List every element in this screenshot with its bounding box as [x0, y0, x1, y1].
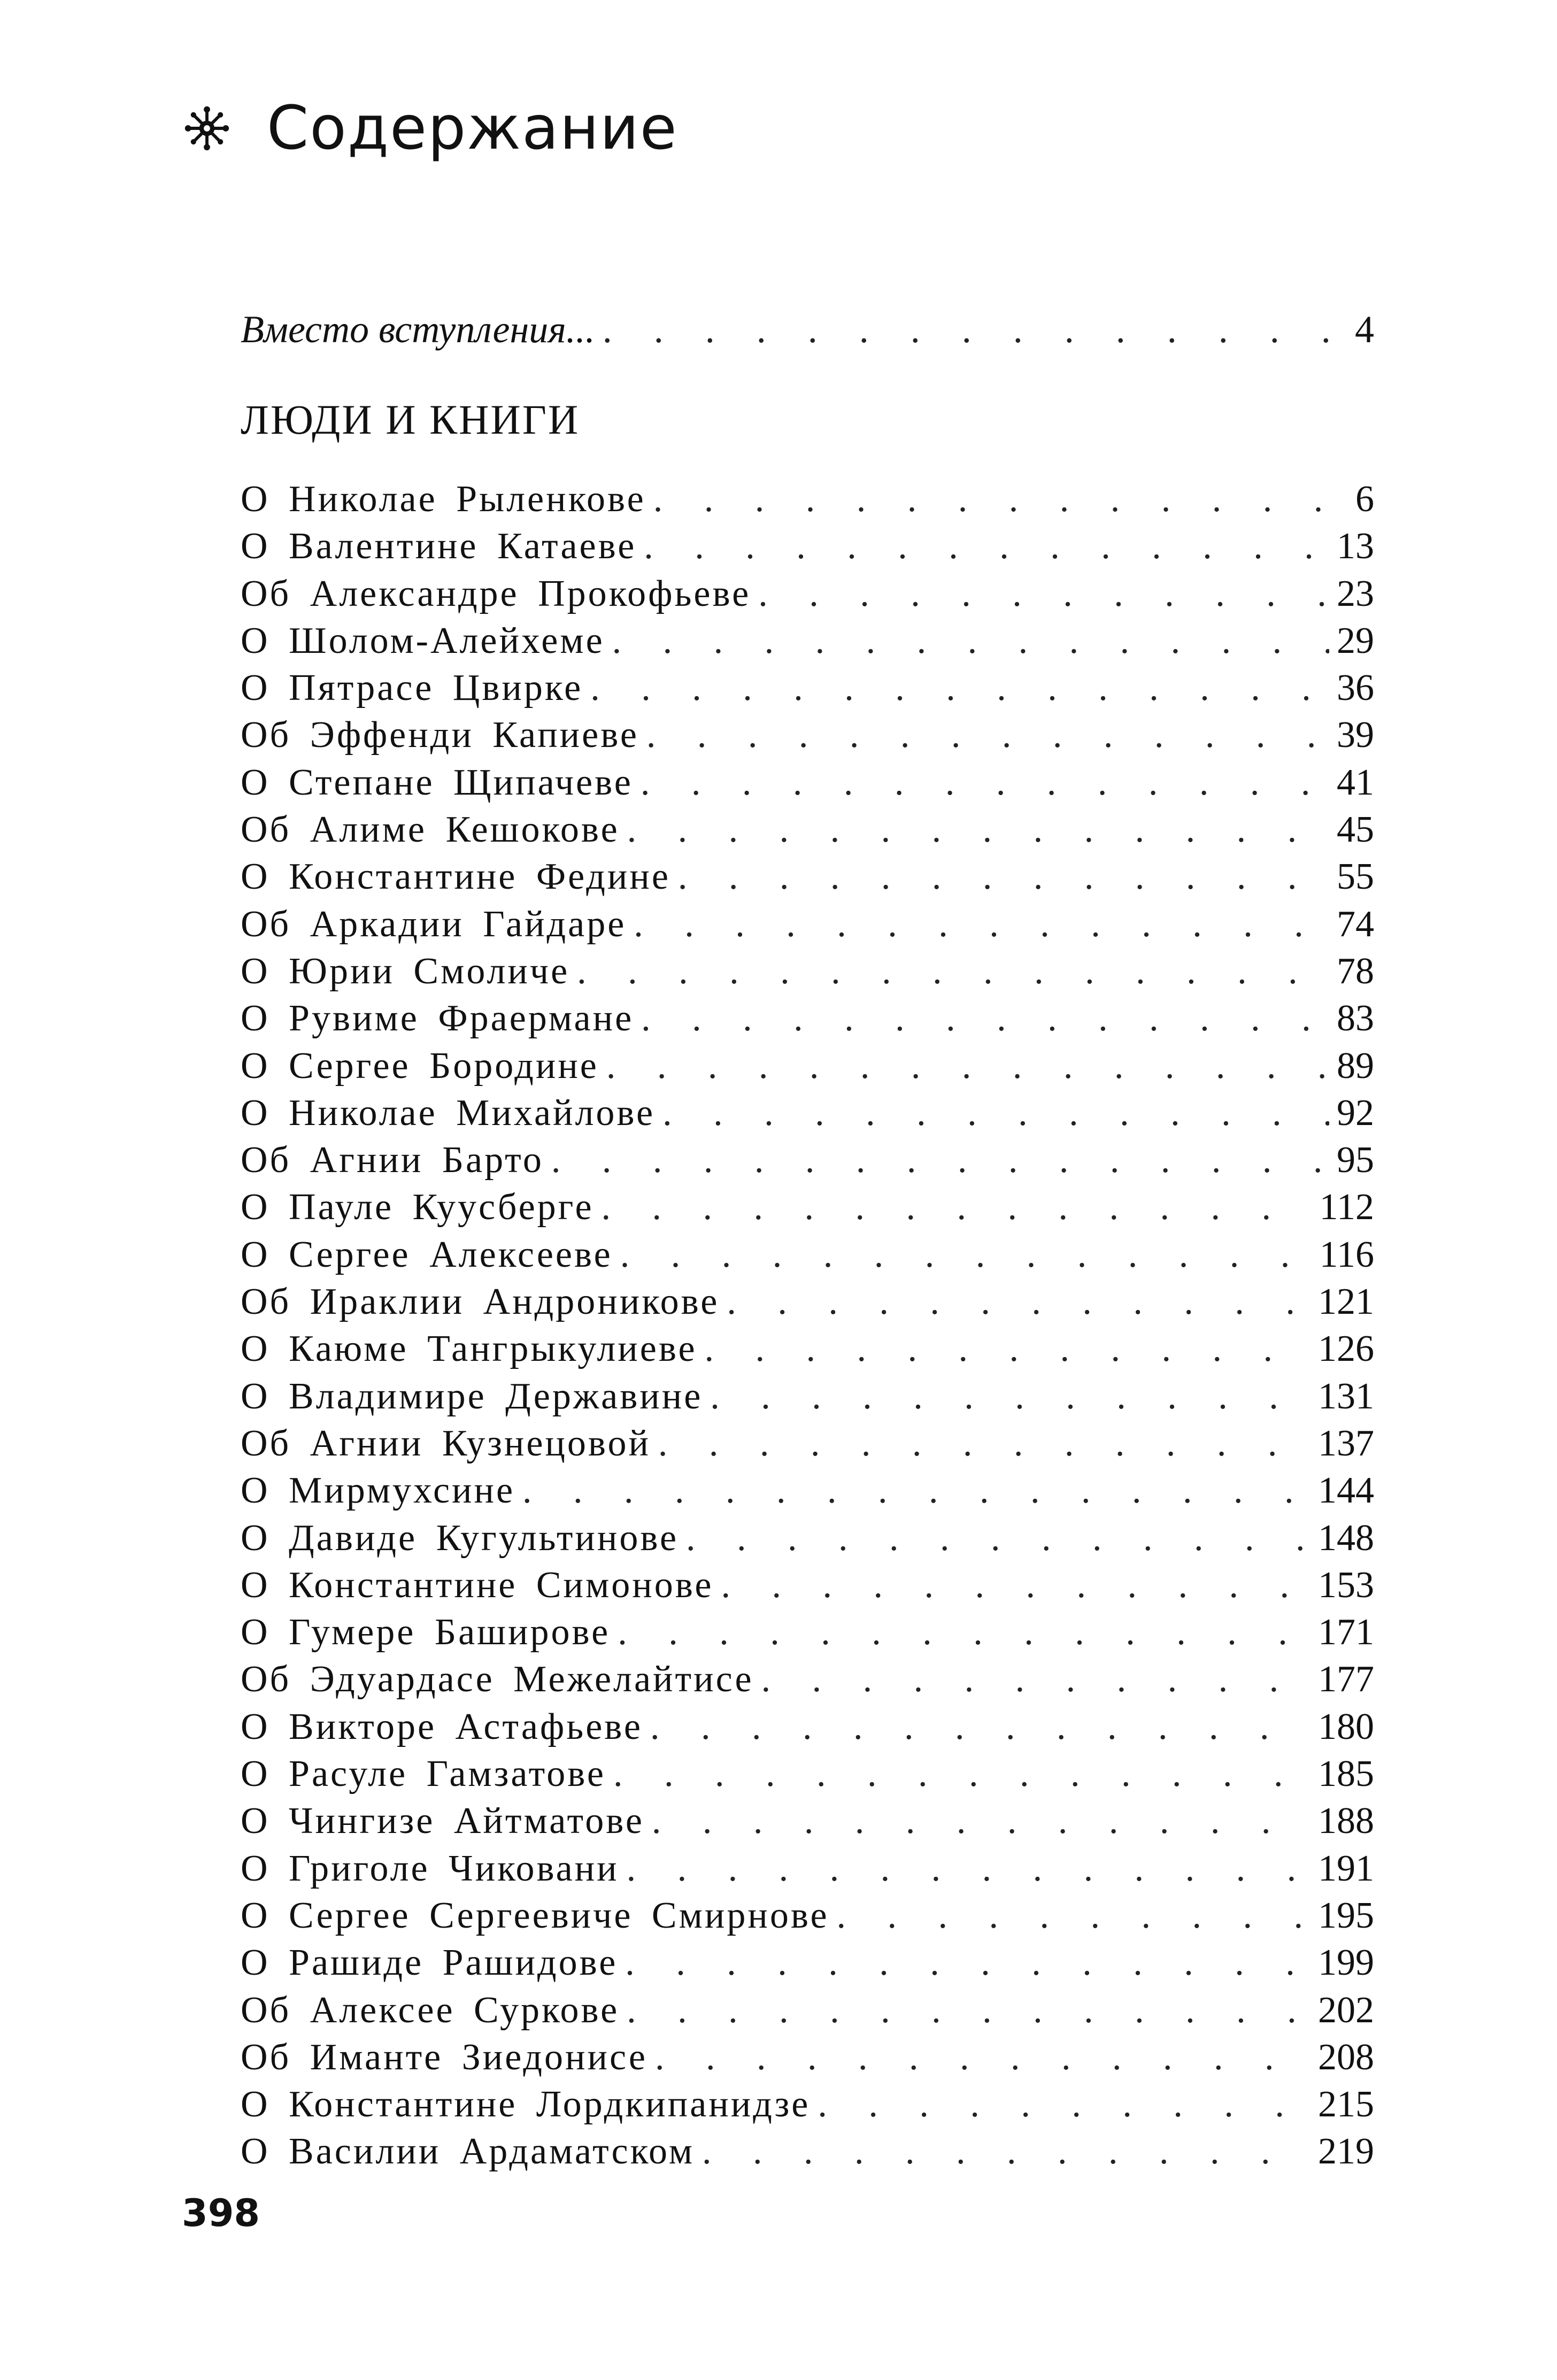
toc-entry-label: О Сергее Бородине — [241, 1045, 599, 1087]
toc-entry[interactable] — [241, 2081, 1374, 2128]
toc-entry-label: О Сергее Сергеевиче Смирнове — [241, 1894, 829, 1936]
toc-entry-page: 219 — [1318, 2131, 1374, 2173]
toc-entry[interactable] — [241, 1090, 1374, 1137]
toc-entry[interactable] — [241, 1137, 1374, 1184]
toc-entry-label: О Каюме Тангрыкулиеве — [241, 1328, 697, 1370]
toc-entry-page: 4 — [1355, 308, 1374, 351]
toc-entry-page: 191 — [1318, 1847, 1374, 1889]
dot-leader — [641, 995, 1329, 1042]
dot-leader — [625, 1939, 1311, 1986]
toc-entry-page: 83 — [1337, 998, 1374, 1039]
toc-entry-label: О Гумере Баширове — [241, 1612, 611, 1653]
contents-title: Содержание — [267, 94, 678, 163]
toc-entry-label: О Юрии Смоличе — [241, 950, 570, 992]
toc-entry[interactable] — [241, 1231, 1374, 1278]
toc-entry-page: 148 — [1318, 1517, 1374, 1559]
toc-entry-label: О Рувиме Фраермане — [241, 998, 634, 1039]
toc-entry-label: Об Александре Прокофьеве — [241, 573, 751, 614]
toc-entry-label: О Валентине Катаеве — [241, 526, 637, 567]
dot-leader — [618, 1609, 1311, 1656]
toc-entry-page: 112 — [1319, 1187, 1374, 1228]
toc-entry-label: Об Ираклии Андроникове — [241, 1281, 720, 1323]
toc-entry[interactable] — [241, 1845, 1374, 1892]
dot-leader — [646, 712, 1329, 759]
floral-ornament-icon — [184, 106, 229, 151]
toc-entry[interactable] — [241, 1987, 1374, 2034]
toc-entry-page: 74 — [1337, 903, 1374, 945]
toc-entry[interactable] — [241, 995, 1374, 1042]
toc-entry-label: О Николае Рыленкове — [241, 479, 646, 520]
toc-entry-label: О Константине Лордкипанидзе — [241, 2084, 811, 2125]
section-heading: ЛЮДИ И КНИГИ — [241, 396, 580, 443]
toc-entry-label: О Расуле Гамзатове — [241, 1753, 606, 1795]
dot-leader — [627, 1845, 1311, 1892]
dot-leader — [603, 307, 1335, 352]
toc-entry[interactable] — [241, 476, 1374, 523]
toc-entry[interactable] — [241, 901, 1374, 948]
toc-entry-label: Об Алексее Суркове — [241, 1989, 620, 2031]
toc-entry[interactable] — [241, 1798, 1374, 1845]
toc-entry[interactable] — [241, 1751, 1374, 1798]
toc-entry[interactable] — [241, 523, 1374, 570]
toc-entry-label: О Пауле Куусберге — [241, 1187, 594, 1228]
toc-entry-label: О Сергее Алексееве — [241, 1234, 613, 1275]
toc-entry-label: О Пятрасе Цвирке — [241, 667, 583, 709]
toc-entry-page: 137 — [1318, 1422, 1374, 1464]
toc-entry[interactable] — [241, 1939, 1374, 1986]
toc-entry-page: 29 — [1337, 620, 1374, 661]
dot-leader — [522, 1467, 1311, 1514]
dot-leader — [551, 1137, 1329, 1184]
toc-entry[interactable] — [241, 712, 1374, 759]
toc-entry-page: 215 — [1318, 2084, 1374, 2125]
toc-entry[interactable] — [241, 618, 1374, 665]
toc-entry-label: О Чингизе Айтматове — [241, 1800, 644, 1842]
dot-leader — [641, 759, 1329, 806]
toc-entry[interactable] — [241, 665, 1374, 712]
toc-entry-page: 153 — [1318, 1564, 1374, 1606]
toc-entry-label: О Григоле Чиковани — [241, 1847, 619, 1889]
toc-entry-label: Об Агнии Барто — [241, 1139, 544, 1181]
toc-entry-page: 131 — [1318, 1375, 1374, 1417]
toc-entry[interactable] — [241, 1562, 1374, 1609]
dot-leader — [653, 476, 1335, 523]
toc-entry-page: 23 — [1337, 573, 1374, 614]
contents-header — [184, 88, 678, 168]
toc-entry-page: 89 — [1337, 1045, 1374, 1087]
toc-entry[interactable] — [241, 1515, 1374, 1562]
toc-entry-label: О Мирмухсине — [241, 1470, 515, 1512]
dot-leader — [721, 1562, 1311, 1609]
toc-entry-label: О Владимире Державине — [241, 1375, 703, 1417]
toc-entry[interactable] — [241, 1609, 1374, 1656]
toc-entry-label: Об Эдуардасе Межелайтисе — [241, 1659, 754, 1700]
toc-entry-label: О Шолом-Алейхеме — [241, 620, 605, 661]
dot-leader — [627, 1987, 1311, 2034]
toc-entry-label: Об Алиме Кешокове — [241, 809, 620, 851]
dot-leader — [655, 2034, 1311, 2081]
toc-entry[interactable] — [241, 2034, 1374, 2081]
toc-entry-label: О Давиде Кугультинове — [241, 1517, 679, 1559]
toc-entry-page: 45 — [1337, 809, 1374, 851]
toc-entry-page: 39 — [1337, 714, 1374, 756]
toc-entry-label: Об Агнии Кузнецовой — [241, 1422, 651, 1464]
toc-entry-page: 177 — [1318, 1659, 1374, 1700]
toc-entry-page: 171 — [1318, 1612, 1374, 1653]
toc-entry-page: 195 — [1318, 1894, 1374, 1936]
toc-list — [241, 476, 1374, 2176]
toc-entry-preface[interactable] — [241, 307, 1374, 359]
toc-entry[interactable] — [241, 1043, 1374, 1090]
toc-entry-page: 188 — [1318, 1800, 1374, 1842]
toc-entry[interactable] — [241, 1467, 1374, 1514]
toc-entry-page: 55 — [1337, 856, 1374, 898]
dot-leader — [758, 571, 1329, 618]
toc-entry[interactable] — [241, 1278, 1374, 1326]
dot-leader — [620, 1231, 1312, 1278]
toc-entry-label: О Викторе Астафьеве — [241, 1706, 643, 1747]
dot-leader — [702, 2128, 1311, 2175]
toc-entry-label: Об Эффенди Капиеве — [241, 714, 639, 756]
toc-entry[interactable] — [241, 2128, 1374, 2175]
toc-entry-page: 6 — [1355, 479, 1374, 520]
toc-entry-label: О Николае Михайлове — [241, 1092, 656, 1134]
dot-leader — [761, 1656, 1311, 1703]
toc-entry-page: 185 — [1318, 1753, 1374, 1795]
toc-entry-label: Об Аркадии Гайдаре — [241, 903, 627, 945]
dot-leader — [727, 1278, 1311, 1326]
dot-leader — [606, 1043, 1329, 1090]
toc-entry-label: О Константине Федине — [241, 856, 670, 898]
dot-leader — [650, 1704, 1311, 1751]
toc-entry-page: 13 — [1337, 526, 1374, 567]
toc-entry[interactable] — [241, 948, 1374, 995]
toc-entry-page: 116 — [1319, 1234, 1374, 1275]
toc-entry-page: 95 — [1337, 1139, 1374, 1181]
toc-entry[interactable] — [241, 1420, 1374, 1467]
toc-entry-page: 41 — [1337, 761, 1374, 803]
dot-leader — [612, 618, 1329, 665]
toc-entry[interactable] — [241, 1892, 1374, 1939]
dot-leader — [818, 2081, 1311, 2128]
toc-entry[interactable] — [241, 806, 1374, 853]
toc-entry-page: 144 — [1318, 1470, 1374, 1512]
dot-leader — [602, 1184, 1312, 1231]
toc-entry-page: 208 — [1318, 2036, 1374, 2078]
dot-leader — [652, 1798, 1311, 1845]
dot-leader — [662, 1090, 1329, 1137]
toc-entry-page: 92 — [1337, 1092, 1374, 1134]
toc-entry-page: 199 — [1318, 1942, 1374, 1984]
toc-entry-label: О Рашиде Рашидове — [241, 1942, 618, 1984]
toc-entry[interactable] — [241, 1656, 1374, 1703]
toc-entry[interactable] — [241, 1326, 1374, 1373]
dot-leader — [686, 1515, 1311, 1562]
dot-leader — [634, 901, 1329, 948]
toc-entry-label: О Константине Симонове — [241, 1564, 714, 1606]
dot-leader — [577, 948, 1329, 995]
toc-entry-page: 126 — [1318, 1328, 1374, 1370]
toc-entry[interactable] — [241, 1184, 1374, 1231]
toc-entry-label: О Степане Щипачеве — [241, 761, 633, 803]
dot-leader — [710, 1373, 1311, 1420]
dot-leader — [658, 1420, 1311, 1467]
toc-entry-page: 121 — [1318, 1281, 1374, 1323]
toc-entry-page: 202 — [1318, 1989, 1374, 2031]
dot-leader — [837, 1892, 1311, 1939]
dot-leader — [705, 1326, 1311, 1373]
dot-leader — [678, 853, 1329, 900]
toc-entry-page: 78 — [1337, 950, 1374, 992]
toc-entry[interactable] — [241, 853, 1374, 900]
toc-entry[interactable] — [241, 571, 1374, 618]
toc-entry[interactable] — [241, 1373, 1374, 1420]
toc-entry-label: Вместо вступления... — [241, 308, 595, 351]
dot-leader — [644, 523, 1329, 570]
toc-entry[interactable] — [241, 759, 1374, 806]
dot-leader — [613, 1751, 1311, 1798]
toc-entry-label: О Василии Ардаматском — [241, 2131, 695, 2173]
page-number: 398 — [182, 2191, 260, 2235]
toc-entry-page: 36 — [1337, 667, 1374, 709]
toc-entry-label: Об Иманте Зиедонисе — [241, 2036, 648, 2078]
toc-entry-page: 180 — [1318, 1706, 1374, 1747]
dot-leader — [590, 665, 1329, 712]
dot-leader — [627, 806, 1329, 853]
toc-entry[interactable] — [241, 1704, 1374, 1751]
